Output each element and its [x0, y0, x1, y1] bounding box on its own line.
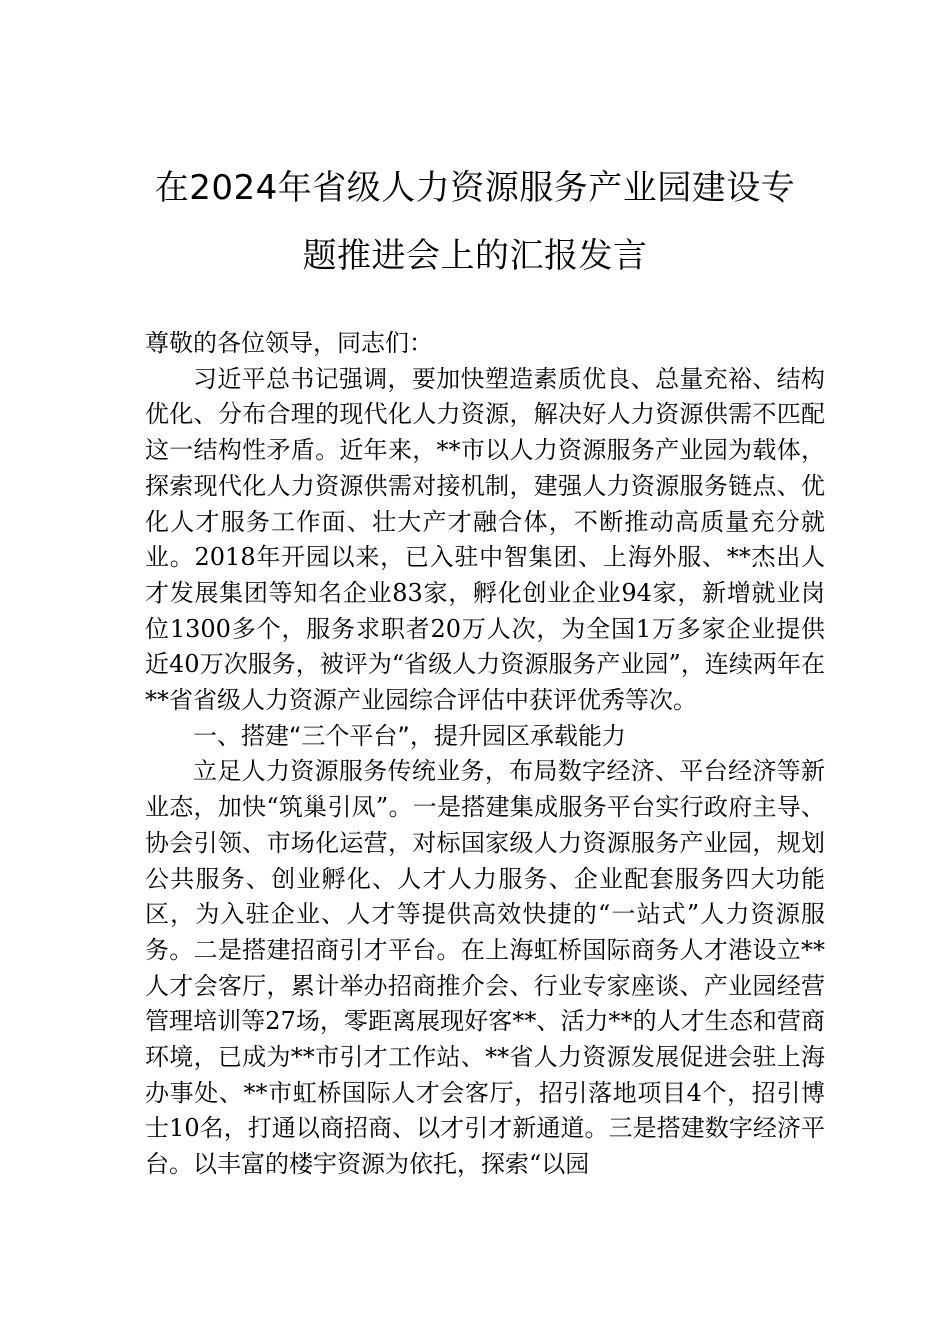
paragraph-section-1: 立足人力资源服务传统业务，布局数字经济、平台经济等新业态，加快“筑巢引凤”。一是搭建集成服务平台实行政府主导、协会引领、市场化运营，对标国家级人力资源服务产业园，规划公共服务、创业孵化、人才人力服务、企业配套服务四大功能区，为入驻企业、人才等提供高效快捷的“一站式”人力资源服务。二是搭建招商引才平台。在上海虹桥国际商务人才港设立**人才会客厅，累计举办招商推介会、行业专家座谈、产业园经营管理培训等27场，零距离展现好客**、活力**的人才生态和营商环境，已成为**市引才工作站、**省人力资源发展促进会驻上海办事处、**市虹桥国际人才会客厅，招引落地项目4个，招引博士10名，打通以商招商、以才引才新通道。三是搭建数字经济平台。以丰富的楼宇资源为依托，探索“以园 [145, 757, 825, 1179]
salutation: 尊敬的各位领导，同志们： [145, 329, 433, 357]
paragraph-intro: 习近平总书记强调，要加快塑造素质优良、总量充裕、结构优化、分布合理的现代化人力资源，解决好人力资源供需不匹配这一结构性矛盾。近年来，**市以人力资源服务产业园为载体，探索现代化人力资源供需对接机制，建强人力资源服务链点、优化人才服务工作面、壮大产才融合体，不断推动高质量充分就业。2018年开园以来，已入驻中智集团、上海外服、**杰出人才发展集团等知名企业83家，孵化创业企业94家，新增就业岗位1300多个，服务求职者20万人次，为全国1万多家企业提供近40万次服务，被评为“省级人力资源服务产业园”，连续两年在**省省级人力资源产业园综合评估中获评优秀等次。 [145, 364, 825, 715]
document-title-line-2: 题推进会上的汇报发言 [302, 236, 648, 276]
document-title-line-1: 在2024年省级人力资源服务产业园建设专 [154, 168, 796, 208]
section-heading-1: 一、搭建“三个平台”，提升园区承载能力 [193, 721, 626, 750]
document-body [145, 326, 825, 1183]
